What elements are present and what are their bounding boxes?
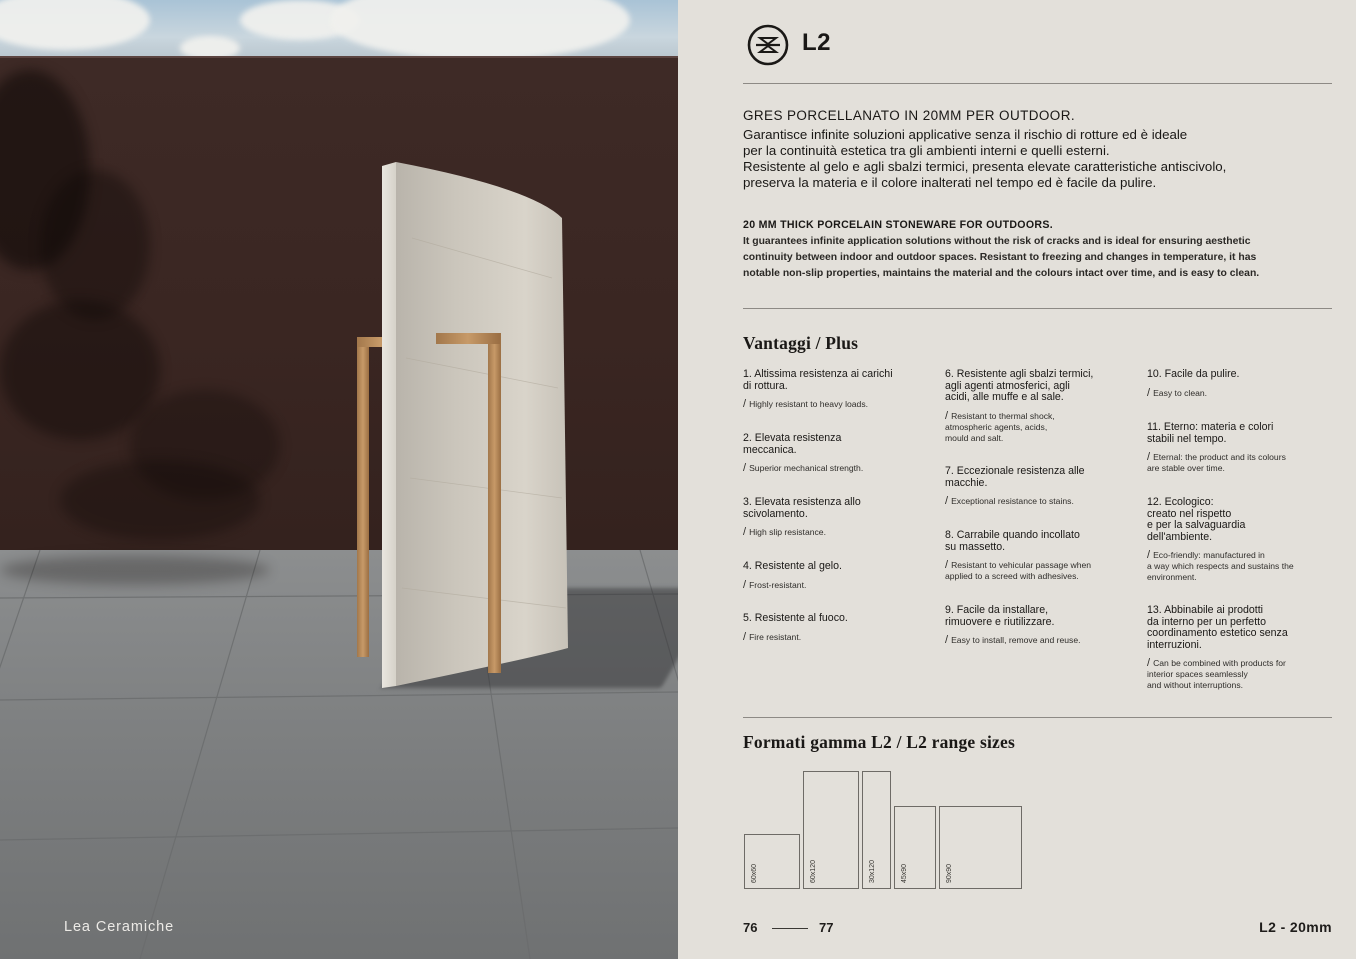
- plus-item-it: 13. Abbinabile ai prodotti da interno per un perfetto coordinamento estetico senza interruzioni.: [1147, 604, 1288, 651]
- plus-item-en: / Easy to clean.: [1147, 386, 1208, 399]
- leaf-shadow-floor: [0, 555, 270, 585]
- size-box-90x90: [939, 806, 1022, 889]
- plus-item: [945, 605, 1130, 646]
- plus-item: [743, 497, 928, 538]
- wood-frame-right-top: [436, 333, 500, 344]
- plus-item: [1147, 605, 1332, 691]
- plus-item-it: 1. Altissima resistenza ai carichi di rottura.: [743, 368, 893, 392]
- intro-it-line: Resistente al gelo e agli sbalzi termici, presenta elevate caratteristiche antiscivolo,: [743, 159, 1227, 174]
- brand-name: Lea Ceramiche: [64, 919, 175, 935]
- plus-item-it: 7. Eccezionale resistenza alle macchie.: [945, 465, 1085, 489]
- plus-item-en: / Highly resistant to heavy loads.: [743, 398, 869, 410]
- plus-item: [743, 433, 928, 474]
- plus-item-en: / Eco-friendly: manufactured in a way which respects and sustains the environment.: [1147, 549, 1294, 582]
- intro-it-line: preserva la materia e il colore inalterati nel tempo ed è facile da pulire.: [743, 175, 1157, 190]
- intro-it-body: [743, 127, 1328, 191]
- plus-item-it: 2. Elevata resistenza meccanica.: [743, 432, 842, 456]
- divider: [743, 308, 1332, 309]
- plus-item: [945, 369, 1130, 444]
- model-title: L2: [802, 29, 832, 56]
- leaf-shadow: [60, 460, 260, 540]
- plus-item: [1147, 369, 1332, 399]
- plus-item: [945, 530, 1130, 582]
- wood-frame-right-leg: [488, 333, 501, 673]
- intro-it-title: GRES PORCELLANATO IN 20MM PER OUTDOOR.: [743, 108, 1076, 123]
- l2-logo-icon: [747, 24, 789, 66]
- intro-en-title: 20 MM THICK PORCELAIN STONEWARE FOR OUTDOORS.: [743, 219, 1053, 231]
- page-number-separator: [772, 928, 808, 929]
- plus-item-en: / Exceptional resistance to stains.: [945, 495, 1074, 507]
- plus-item: [743, 613, 928, 643]
- plus-item-it: 5. Resistente al fuoco.: [743, 612, 848, 624]
- plus-item-it: 4. Resistente al gelo.: [743, 560, 842, 572]
- leaf-shadow: [40, 170, 150, 320]
- divider: [743, 717, 1332, 718]
- plus-heading: Vantaggi / Plus: [743, 333, 859, 353]
- plus-item-it: 9. Facile da installare, rimuovere e riutilizzare.: [945, 604, 1055, 628]
- plus-item: [1147, 497, 1332, 583]
- leaf-shadow: [0, 300, 160, 440]
- size-box-30x120: [862, 771, 891, 889]
- plus-item-it: 10. Facile da pulire.: [1147, 368, 1240, 380]
- plus-item: [945, 466, 1130, 507]
- plus-item: [743, 369, 928, 410]
- curved-stone-slab: [382, 158, 582, 688]
- intro-it-line: per la continuità estetica tra gli ambienti interni e quelli esterni.: [743, 143, 1110, 158]
- plus-item-it: 8. Carrabile quando incollato su massetto.: [945, 529, 1080, 553]
- plus-item-it: 11. Eterno: materia e colori stabili nel tempo.: [1147, 421, 1274, 445]
- plus-item-it: 12. Ecologico: creato nel rispetto e per la salvaguardia dell'ambiente.: [1147, 496, 1246, 543]
- size-label: 30x120: [869, 860, 876, 883]
- plus-item: [1147, 422, 1332, 474]
- size-box-60x60: [744, 834, 800, 889]
- page-number-right: 77: [819, 920, 834, 935]
- plus-item-en: / Eternal: the product and its colours are stable over time.: [1147, 451, 1286, 473]
- size-label: 60x60: [751, 863, 758, 883]
- divider: [743, 83, 1332, 84]
- plus-item-en: / Fire resistant.: [743, 630, 802, 643]
- footer-product-label: L2 - 20mm: [1259, 919, 1332, 935]
- sizes-heading: Formati gamma L2 / L2 range sizes: [743, 732, 1015, 752]
- intro-en-line: notable non-slip properties, maintains the material and the colours intact over time, and is easy to clean.: [743, 268, 1260, 279]
- wood-frame-left-leg: [357, 337, 369, 657]
- plus-item-en: / Resistant to vehicular passage when applied to a screed with adhesives.: [945, 559, 1092, 581]
- plus-item-en: / Can be combined with products for interior spaces seamlessly and without interruptions.: [1147, 657, 1286, 690]
- plus-item-en: / Frost-resistant.: [743, 578, 807, 591]
- plus-item-it: 3. Elevata resistenza allo scivolamento.: [743, 496, 861, 520]
- plus-item-it: 6. Resistente agli sbalzi termici, agli agenti atmosferici, agli acidi, alle muffe e al sale.: [945, 368, 1094, 403]
- intro-en-line: It guarantees infinite application solutions without the risk of cracks and is ideal for ensuring aesthetic: [743, 236, 1251, 247]
- page-number-left: 76: [743, 920, 758, 935]
- intro-en-line: continuity between indoor and outdoor spaces. Resistant to freezing and changes in temperature, it has: [743, 252, 1257, 263]
- size-label: 90x90: [946, 863, 953, 883]
- size-box-60x120: [803, 771, 859, 889]
- plus-item-en: / Superior mechanical strength.: [743, 462, 864, 474]
- size-label: 60x120: [810, 860, 817, 883]
- size-label: 45x90: [901, 863, 908, 883]
- intro-en-body: [743, 234, 1335, 282]
- plus-item: [743, 561, 928, 591]
- product-sheet-page: [678, 0, 1356, 959]
- intro-it-line: Garantisce infinite soluzioni applicative senza il rischio di rotture ed è ideale: [743, 127, 1188, 142]
- plus-item-en: / Resistant to thermal shock, atmospheric agents, acids, mould and salt.: [945, 409, 1055, 443]
- size-box-45x90: [894, 806, 936, 889]
- plus-item-en: / Easy to install, remove and reuse.: [945, 634, 1081, 646]
- plus-item-en: / High slip resistance.: [743, 526, 826, 538]
